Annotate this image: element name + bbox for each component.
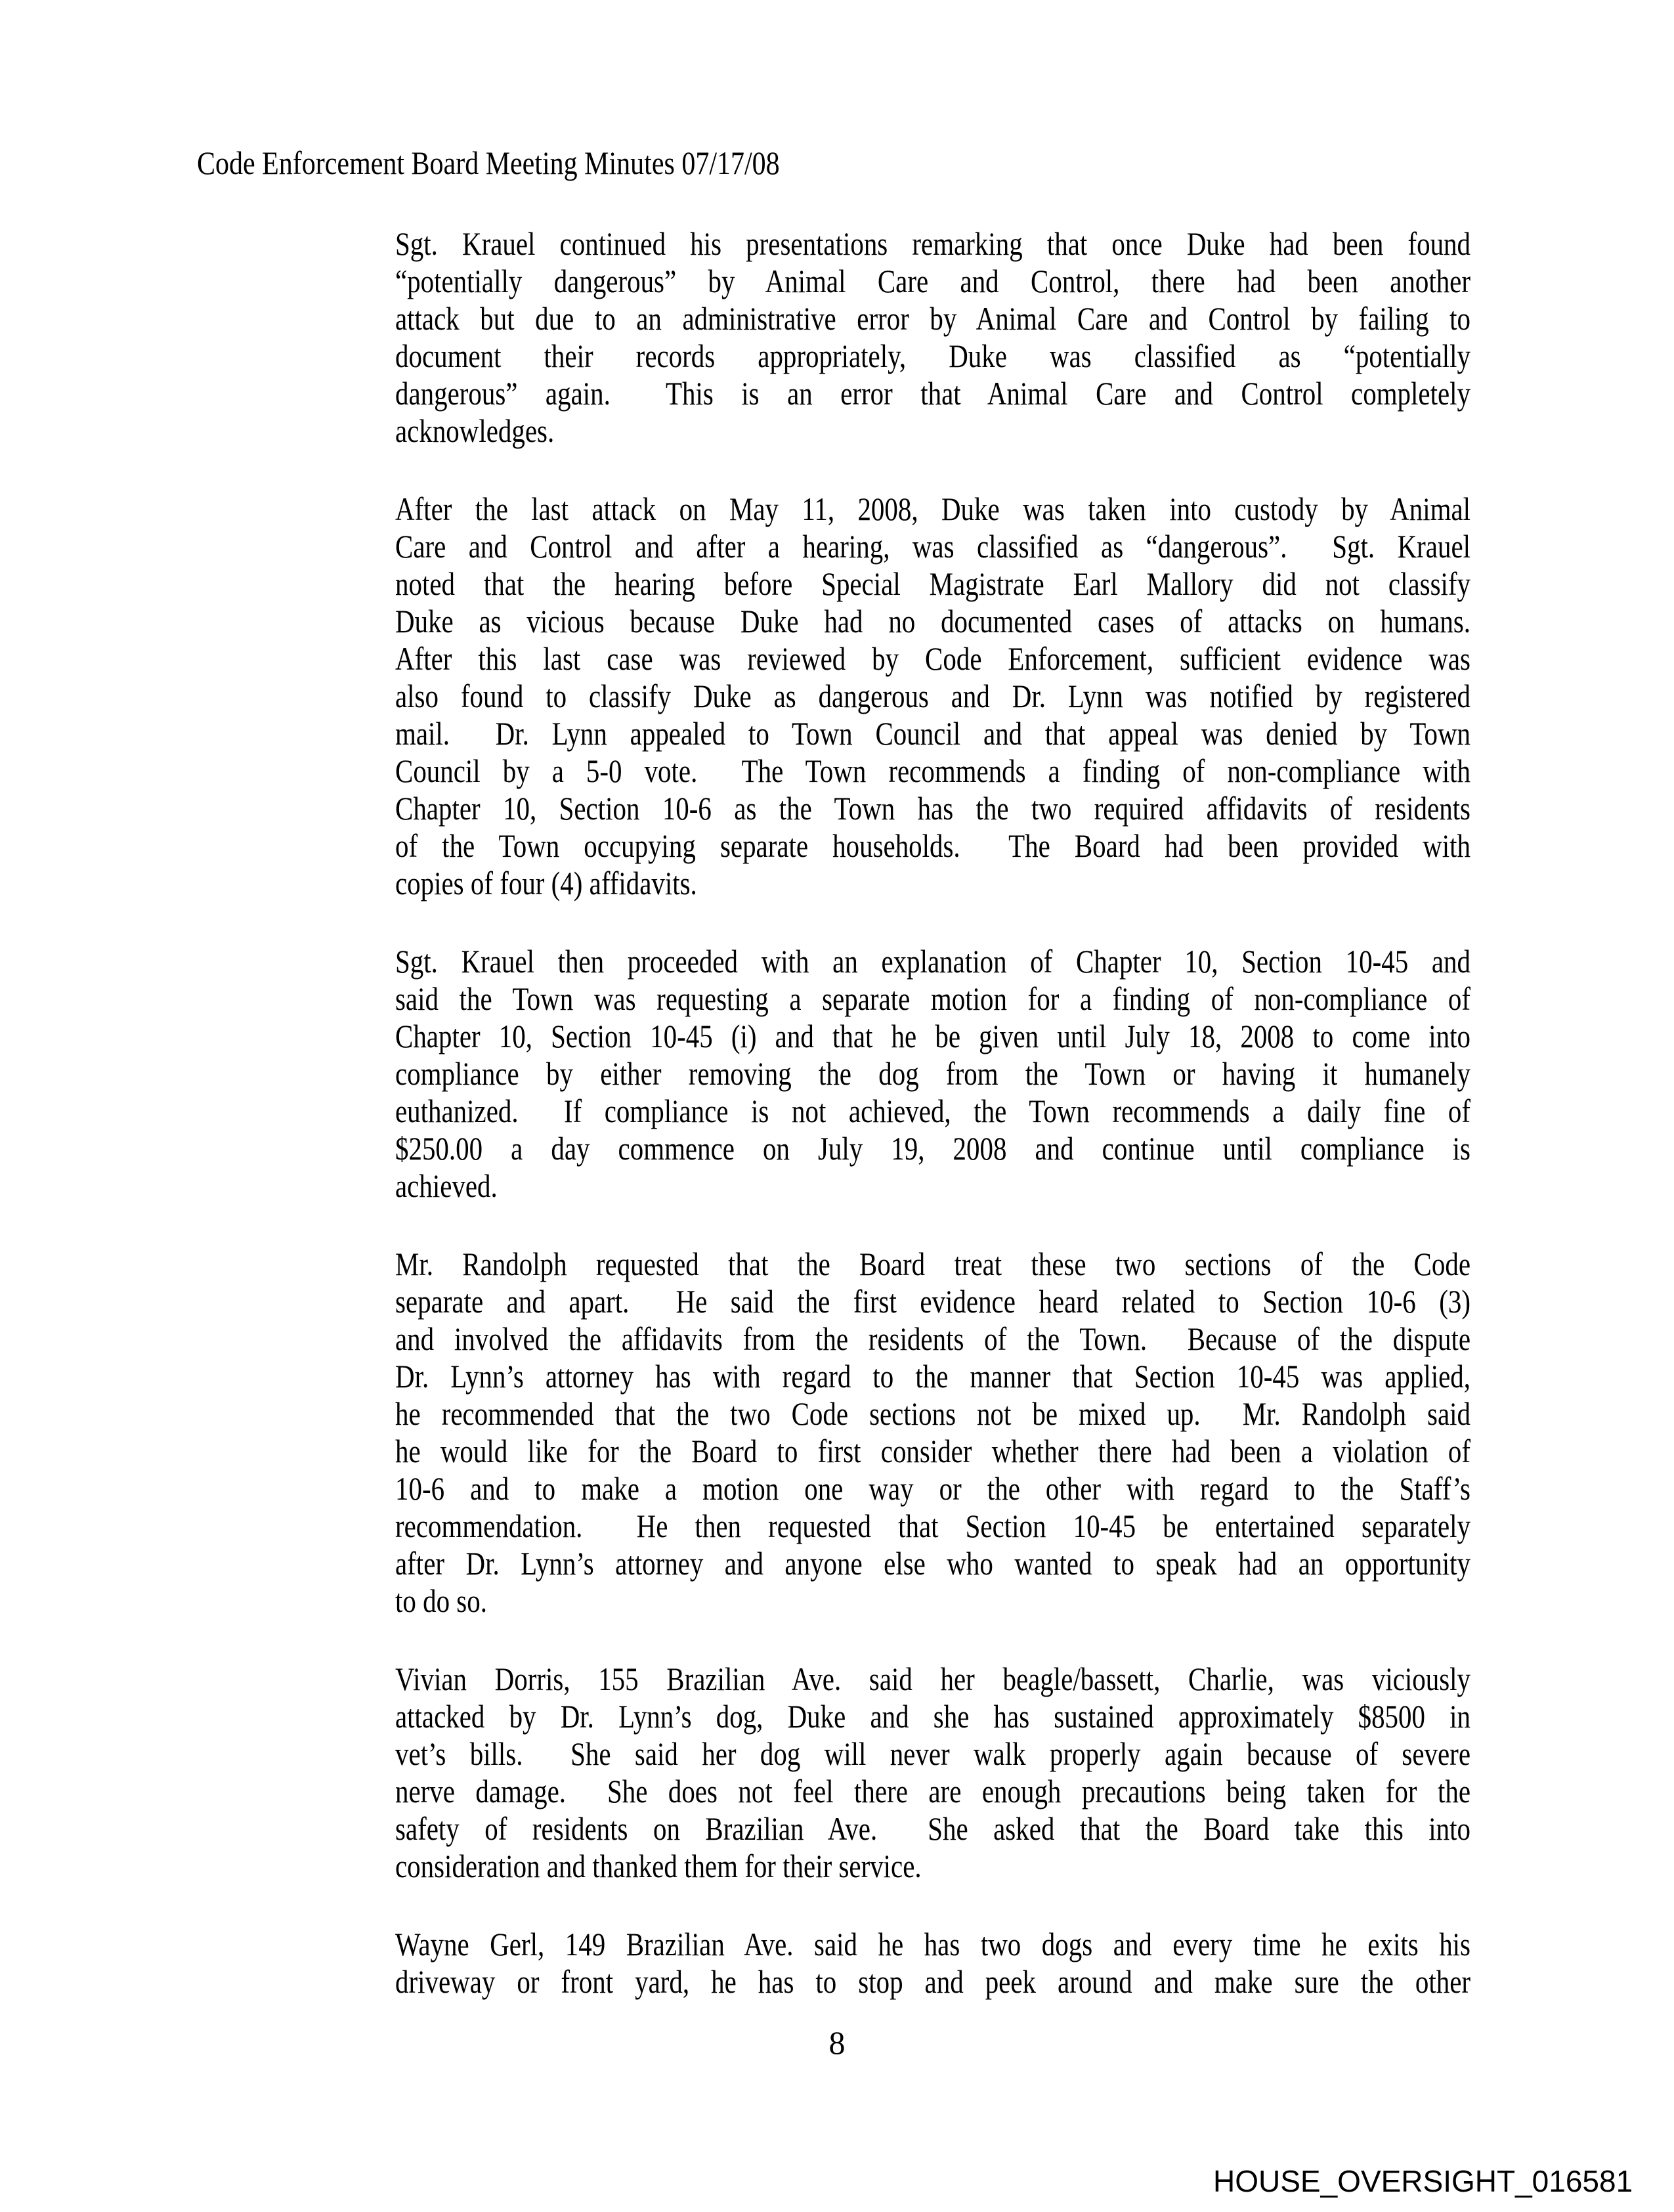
- text-line: separate and apart. He said the first evidence heard related to Section 10-6 (3): [395, 1283, 1470, 1320]
- text-line: safety of residents on Brazilian Ave. She asked that the Board take this into: [395, 1810, 1470, 1847]
- text-line: Chapter 10, Section 10-45 (i) and that he be given until July 18, 2008 to come into: [395, 1018, 1470, 1054]
- text-line: consideration and thanked them for their service.: [395, 1848, 922, 1884]
- text-line: Sgt. Krauel continued his presentations remarking that once Duke had been found: [395, 225, 1470, 262]
- paragraph: [395, 1246, 1470, 1620]
- text-line: achieved.: [395, 1167, 498, 1204]
- text-line: Sgt. Krauel then proceeded with an explanation of Chapter 10, Section 10-45 and: [395, 943, 1470, 980]
- text-line: mail. Dr. Lynn appealed to Town Council and that appeal was denied by Town: [395, 715, 1470, 752]
- text-line: copies of four (4) affidavits.: [395, 865, 697, 901]
- text-line: $250.00 a day commence on July 19, 2008 and continue until compliance is: [395, 1130, 1470, 1167]
- paragraph: [395, 225, 1470, 450]
- page-number: 8: [828, 2024, 846, 2061]
- text-line: also found to classify Duke as dangerous and Dr. Lynn was notified by registered: [395, 678, 1470, 714]
- text-line: recommendation. He then requested that Section 10-45 be entertained separately: [395, 1507, 1470, 1544]
- text-line: he would like for the Board to first consider whether there had been a violation of: [395, 1433, 1470, 1469]
- text-line: to do so.: [395, 1582, 487, 1619]
- text-line: Care and Control and after a hearing, was classified as “dangerous”. Sgt. Krauel: [395, 528, 1470, 565]
- paragraph: [395, 943, 1470, 1205]
- text-line: euthanized. If compliance is not achieved, the Town recommends a daily fine of: [395, 1093, 1470, 1129]
- text-line: attacked by Dr. Lynn’s dog, Duke and she has sustained approximately $8500 in: [395, 1698, 1470, 1735]
- text-line: Duke as vicious because Duke had no documented cases of attacks on humans.: [395, 603, 1470, 640]
- text-line: noted that the hearing before Special Magistrate Earl Mallory did not classify: [395, 565, 1470, 602]
- text-line: after Dr. Lynn’s attorney and anyone else who wanted to speak had an opportunity: [395, 1545, 1470, 1582]
- body-text: [395, 225, 1470, 2041]
- text-line: “potentially dangerous” by Animal Care and Control, there had been another: [395, 263, 1470, 299]
- document-header: Code Enforcement Board Meeting Minutes 07/17/08: [197, 144, 780, 181]
- text-line: Mr. Randolph requested that the Board treat these two sections of the Code: [395, 1246, 1470, 1282]
- text-line: attack but due to an administrative error by Animal Care and Control by failing to: [395, 300, 1470, 337]
- text-line: dangerous” again. This is an error that Animal Care and Control completely: [395, 375, 1470, 412]
- text-line: acknowledges.: [395, 412, 555, 449]
- text-line: After this last case was reviewed by Code Enforcement, sufficient evidence was: [395, 640, 1470, 677]
- footer-document-id: HOUSE_OVERSIGHT_016581: [1213, 2164, 1633, 2198]
- paragraph: [395, 1926, 1470, 2001]
- text-line: Dr. Lynn’s attorney has with regard to the manner that Section 10-45 was applied,: [395, 1358, 1470, 1395]
- text-line: Wayne Gerl, 149 Brazilian Ave. said he has two dogs and every time he exits his: [395, 1926, 1470, 1963]
- text-line: he recommended that the two Code sections not be mixed up. Mr. Randolph said: [395, 1395, 1470, 1432]
- text-line: Chapter 10, Section 10-6 as the Town has the two required affidavits of residents: [395, 790, 1470, 827]
- text-line: Vivian Dorris, 155 Brazilian Ave. said her beagle/bassett, Charlie, was viciously: [395, 1660, 1470, 1697]
- text-line: nerve damage. She does not feel there are enough precautions being taken for the: [395, 1773, 1470, 1810]
- text-line: 10-6 and to make a motion one way or the other with regard to the Staff’s: [395, 1470, 1470, 1507]
- text-line: and involved the affidavits from the residents of the Town. Because of the dispute: [395, 1320, 1470, 1357]
- paragraph: [395, 490, 1470, 902]
- text-line: compliance by either removing the dog from the Town or having it humanely: [395, 1055, 1470, 1092]
- paragraph: [395, 1660, 1470, 1885]
- text-line: vet’s bills. She said her dog will never walk properly again because of severe: [395, 1735, 1470, 1772]
- text-line: Council by a 5-0 vote. The Town recommends a finding of non-compliance with: [395, 752, 1470, 789]
- text-line: driveway or front yard, he has to stop and peek around and make sure the other: [395, 1963, 1470, 2000]
- text-line: of the Town occupying separate households. The Board had been provided with: [395, 827, 1470, 864]
- text-line: document their records appropriately, Duke was classified as “potentially: [395, 337, 1470, 374]
- text-line: After the last attack on May 11, 2008, Duke was taken into custody by Animal: [395, 490, 1470, 527]
- text-line: said the Town was requesting a separate motion for a finding of non-compliance of: [395, 980, 1470, 1017]
